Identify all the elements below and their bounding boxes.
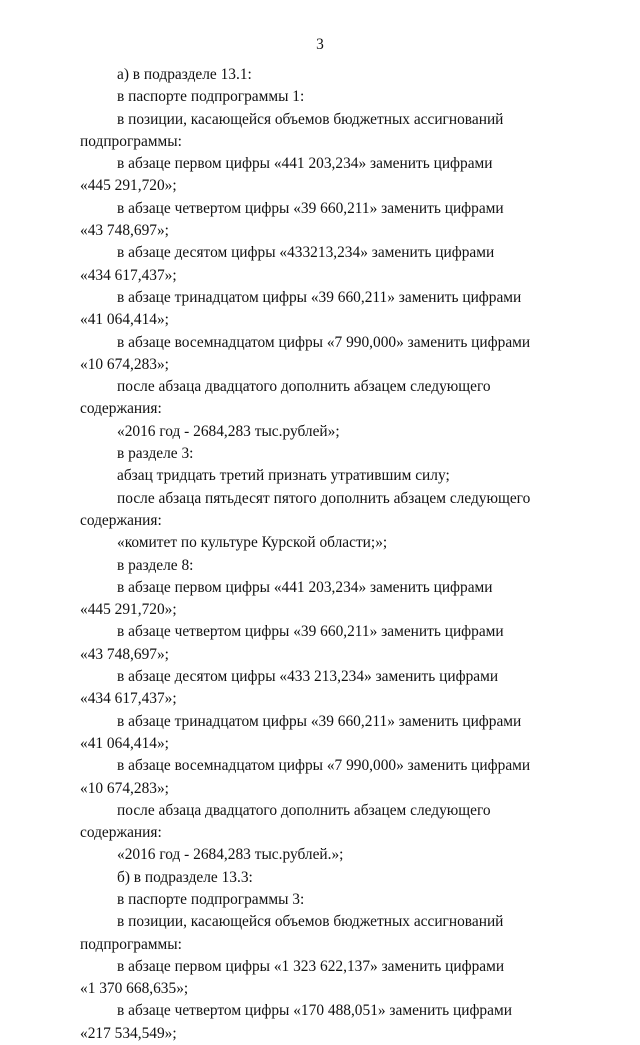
- paragraph-line: в абзаце восемнадцатом цифры «7 990,000» заменить цифрами: [117, 333, 531, 351]
- paragraph-continuation: «445 291,720»;: [80, 601, 177, 619]
- paragraph-line: в абзаце четвертом цифры «39 660,211» заменить цифрами: [117, 623, 504, 641]
- paragraph-line: в абзаце восемнадцатом цифры «7 990,000» заменить цифрами: [117, 757, 531, 775]
- paragraph-line: в паспорте подпрограммы 3:: [117, 890, 305, 908]
- paragraph-line: в абзаце тринадцатом цифры «39 660,211» заменить цифрами: [117, 712, 522, 730]
- paragraph-continuation: «43 748,697»;: [80, 645, 169, 663]
- paragraph-line: в абзаце десятом цифры «433213,234» заменить цифрами: [117, 244, 495, 262]
- paragraph-continuation: «43 748,697»;: [80, 222, 169, 240]
- document-body: [80, 64, 569, 1045]
- paragraph-line: в паспорте подпрограммы 1:: [117, 88, 305, 106]
- paragraph-line: в позиции, касающейся объемов бюджетных ассигнований: [117, 110, 504, 128]
- paragraph-line: после абзаца двадцатого дополнить абзацем следующего: [117, 378, 491, 396]
- paragraph-line: в абзаце четвертом цифры «39 660,211» заменить цифрами: [117, 199, 504, 217]
- paragraph-line: в абзаце первом цифры «1 323 622,137» заменить цифрами: [117, 957, 505, 975]
- paragraph-continuation: содержания:: [80, 824, 162, 842]
- paragraph-line: б) в подразделе 13.3:: [117, 868, 253, 886]
- paragraph-line: «2016 год - 2684,283 тыс.рублей»;: [117, 422, 340, 440]
- paragraph-line: в абзаце четвертом цифры «170 488,051» заменить цифрами: [117, 1002, 512, 1020]
- paragraph-continuation: подпрограммы:: [80, 132, 182, 150]
- paragraph-continuation: «1 370 668,635»;: [80, 980, 189, 998]
- paragraph-continuation: «41 064,414»;: [80, 311, 169, 329]
- paragraph-line: в разделе 8:: [117, 556, 194, 574]
- paragraph-continuation: «10 674,283»;: [80, 355, 169, 373]
- page-number: 3: [316, 36, 324, 53]
- paragraph-line: в абзаце тринадцатом цифры «39 660,211» заменить цифрами: [117, 288, 522, 306]
- paragraph-line: после абзаца двадцатого дополнить абзацем следующего: [117, 801, 491, 819]
- paragraph-continuation: «445 291,720»;: [80, 177, 177, 195]
- paragraph-continuation: содержания:: [80, 400, 162, 418]
- paragraph-continuation: «434 617,437»;: [80, 690, 177, 708]
- paragraph-line: в абзаце десятом цифры «433 213,234» заменить цифрами: [117, 668, 499, 686]
- paragraph-continuation: «10 674,283»;: [80, 779, 169, 797]
- paragraph-line: а) в подразделе 13.1:: [117, 66, 252, 83]
- paragraph-line: в позиции, касающейся объемов бюджетных ассигнований: [117, 913, 504, 931]
- paragraph-continuation: подпрограммы:: [80, 935, 182, 953]
- paragraph-line: после абзаца пятьдесят пятого дополнить абзацем следующего: [117, 489, 531, 507]
- paragraph-continuation: «434 617,437»;: [80, 266, 177, 284]
- paragraph-continuation: содержания:: [80, 511, 162, 529]
- paragraph-line: «комитет по культуре Курской области;»;: [117, 534, 388, 552]
- paragraph-line: в абзаце первом цифры «441 203,234» заменить цифрами: [117, 155, 493, 173]
- paragraph-line: в разделе 3:: [117, 445, 194, 463]
- paragraph-line: абзац тридцать третий признать утратившим силу;: [117, 467, 450, 485]
- paragraph-line: «2016 год - 2684,283 тыс.рублей.»;: [117, 846, 344, 864]
- paragraph-continuation: «217 534,549»;: [80, 1024, 177, 1042]
- paragraph-line: в абзаце первом цифры «441 203,234» заменить цифрами: [117, 578, 493, 596]
- paragraph-continuation: «41 064,414»;: [80, 734, 169, 752]
